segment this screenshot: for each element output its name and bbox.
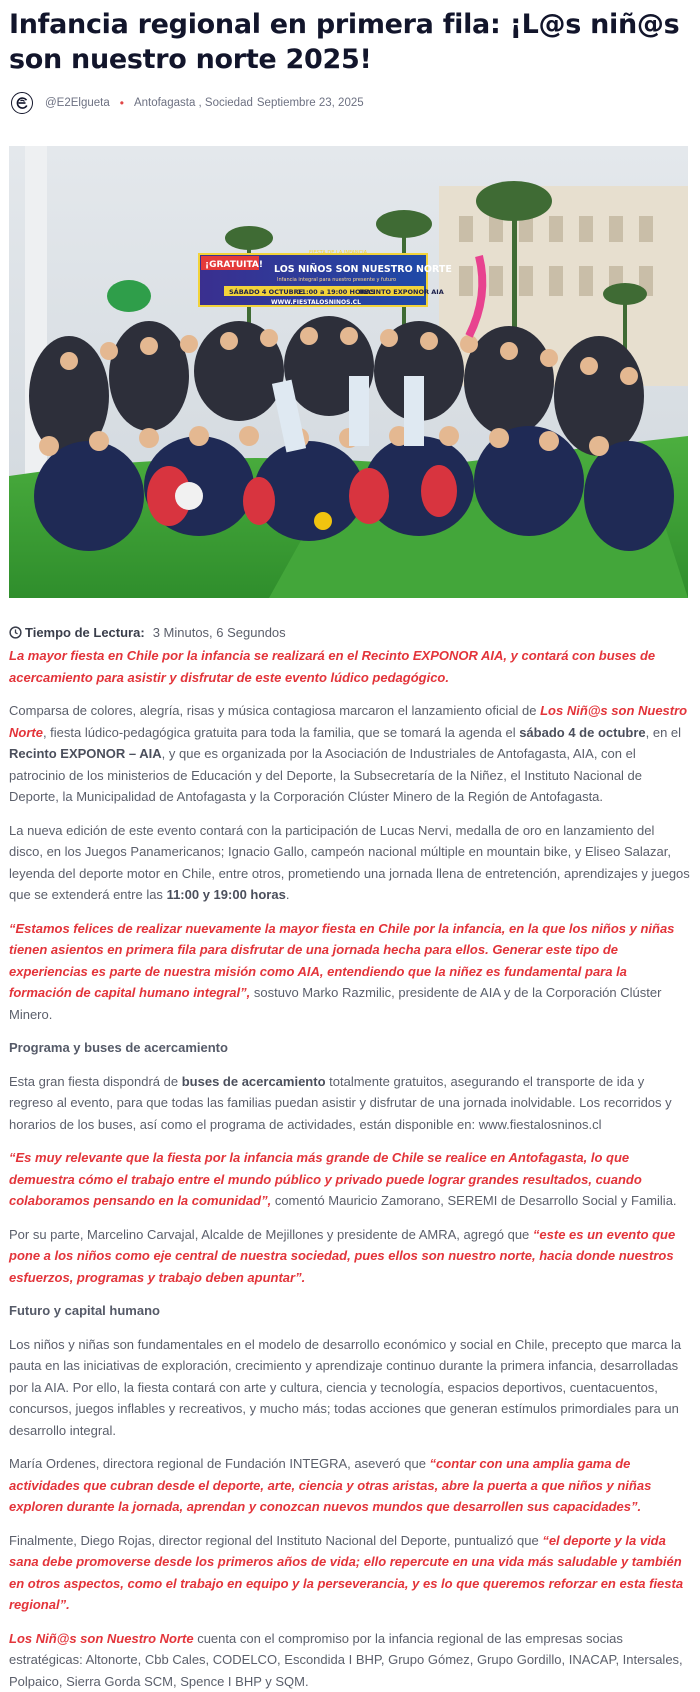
paragraph-8 xyxy=(9,1453,691,1518)
paragraph-4 xyxy=(9,1071,691,1136)
banner-ribbon: FIESTA DE LA INFANCIA xyxy=(309,250,368,256)
paragraph-1 xyxy=(9,700,691,808)
subheading-futuro: Futuro y capital humano xyxy=(9,1300,691,1322)
reading-time-label: Tiempo de Lectura: xyxy=(25,625,145,640)
p4-text-c: totalmente gratuitos, asegurando el transporte de ida y regreso al evento, para que todas las familias puedan asistir y disfrutar de una jornada inolvidable. Los recorridos y horarios de los buses, así como el programa de actividades, están disponible en: www.fiestalosninos.cl xyxy=(9,1074,672,1132)
category-link[interactable]: Antofagasta , Sociedad xyxy=(134,97,253,109)
paragraph-9 xyxy=(9,1530,691,1616)
p2-text-c: . xyxy=(286,887,290,902)
e2e-logo-icon[interactable] xyxy=(11,92,33,114)
p1-event-name: Los Niñ@s son Nuestro Norte xyxy=(9,703,687,740)
article-title: Infancia regional en primera fila: ¡L@s niñ@s son nuestro norte 2025! xyxy=(9,0,691,77)
paragraph-10 xyxy=(9,1628,691,1692)
p8-quote: “contar con una amplia gama de actividades que cubran desde el deporte, arte, ciencia y otras aristas, abre la puerta a que niños y niñas exploren durante la jornada, aprendan y conozcan nuevos mundos que desarrollen sus capacidades”. xyxy=(9,1456,651,1514)
p4-text-a: Esta gran fiesta dispondrá de xyxy=(9,1074,182,1089)
p3-quote: “Estamos felices de realizar nuevamente la mayor fiesta en Chile por la infancia, en la que los niños y niñas tienen asientos en primera fila para disfrutar de una jornada hecha para ellos. Generar este tipo de experiencias es parte de nuestra misión como AIA, entendiendo que la niñez es fundamental para la formación de capital humano integral”, xyxy=(9,921,674,1001)
banner-title: LOS NIÑOS SON NUESTRO NORTE xyxy=(274,264,452,275)
author-link[interactable]: @E2Elgueta xyxy=(45,97,110,109)
banner-tag: ¡GRATUITA! xyxy=(205,260,263,270)
hero-photo xyxy=(9,146,688,598)
p5-attribution: comentó Mauricio Zamorano, SEREMI de Desarrollo Social y Familia. xyxy=(271,1193,676,1208)
p1-text-e: , en el xyxy=(646,725,681,740)
p9-text-a: Finalmente, Diego Rojas, director regional del Instituto Nacional del Deporte, puntualizó que xyxy=(9,1533,542,1548)
subheading-programa: Programa y buses de acercamiento xyxy=(9,1037,691,1059)
p10-text-b: cuenta con el compromiso por la infancia regional de las empresas socias estratégicas: Altonorte, Cbb Cales, CODELCO, Escondida I BHP, Grupo Gómez, Grupo Gordillo, INACAP, Intersales, Polpaico, Sierra Gorda SCM, Spence I BHP y SQM. xyxy=(9,1631,683,1689)
banner-time: 11:00 a 19:00 HORAS xyxy=(297,288,376,296)
banner-date: SÁBADO 4 OCTUBRE xyxy=(229,287,303,296)
publish-date: Septiembre 23, 2025 xyxy=(257,97,364,109)
article-lead: La mayor fiesta en Chile por la infancia se realizará en el Recinto EXPONOR AIA, y contará con buses de acercamiento para asistir y disfrutar de este evento lúdico pedagógico. xyxy=(9,645,691,688)
paragraph-5 xyxy=(9,1147,691,1212)
paragraph-6 xyxy=(9,1224,691,1289)
article-meta xyxy=(9,88,691,118)
p5-quote: “Es muy relevante que la fiesta por la infancia más grande de Chile se realice en Antofagasta, lo que demuestra cómo el trabajo entre el mundo público y privado puede lograr grandes resultados, cuando colaboramos pensando en la comunidad”, xyxy=(9,1150,642,1208)
paragraph-2 xyxy=(9,820,691,906)
p3-attribution: sostuvo Marko Razmilic, presidente de AIA y de la Corporación Clúster Minero. xyxy=(9,985,661,1022)
reading-time-value: 3 Minutos, 6 Segundos xyxy=(153,625,286,640)
p6-text-a: Por su parte, Marcelino Carvajal, Alcalde de Mejillones y presidente de AMRA, agregó que xyxy=(9,1227,533,1242)
clock-icon xyxy=(9,626,22,639)
banner-url: WWW.FIESTALOSNINOS.CL xyxy=(271,299,361,306)
reading-time xyxy=(9,623,691,641)
p1-text-g: , y que es organizada por la Asociación de Industriales de Antofagasta, AIA, con el patrocinio de los ministerios de Educación y del Deporte, la Subsecretaría de la Niñez, el Instituto Nacional de Deporte, la Municipalidad de Antofagasta y la Corporación Clúster Minero de la Región de Antofagasta. xyxy=(9,746,642,804)
p1-text-a: Comparsa de colores, alegría, risas y música contagiosa marcaron el lanzamiento oficial de xyxy=(9,703,540,718)
meta-separator: • xyxy=(120,96,124,110)
hero-illustration xyxy=(9,146,688,598)
p9-quote: “el deporte y la vida sana debe promoverse desde los primeros años de vida; ello repercute en una vida más saludable y también en otros aspectos, como el trabajo en equipo y la perseverancia, y es lo que queremos reforzar en esta fiesta regional”. xyxy=(9,1533,683,1613)
p1-text-c: , fiesta lúdico-pedagógica gratuita para toda la familia, que se tomará la agenda el xyxy=(43,725,519,740)
p1-date: sábado 4 de octubre xyxy=(519,725,645,740)
p10-event-name: Los Niñ@s son Nuestro Norte xyxy=(9,1631,194,1646)
banner-venue: RECINTO EXPONOR AIA xyxy=(359,288,444,296)
p8-text-a: María Ordenes, directora regional de Fundación INTEGRA, aseveró que xyxy=(9,1456,430,1471)
banner-subtitle: Infancia integral para nuestro presente y futuro xyxy=(277,277,396,283)
p6-quote: “este es un evento que pone a los niños como eje central de nuestra sociedad, pues ellos son nuestro norte, hacia donde nuestros esfuerzos, programas y trabajo deben apuntar”. xyxy=(9,1227,675,1285)
p2-hours: 11:00 y 19:00 horas xyxy=(167,887,286,902)
paragraph-3 xyxy=(9,918,691,1026)
p2-text-a: La nueva edición de este evento contará con la participación de Lucas Nervi, medalla de oro en lanzamiento del disco, en los Juegos Panamericanos; Ignacio Gallo, campeón nacional múltiple en mountain bike, y Eliseo Salazar, leyenda del deporte motor en Chile, entre otros, prometiendo una jornada llena de entretención, aprendizajes y juegos que se extenderá entre las xyxy=(9,823,690,903)
p1-venue: Recinto EXPONOR – AIA xyxy=(9,746,162,761)
paragraph-7: Los niños y niñas son fundamentales en el modelo de desarrollo económico y social en Chile, precepto que marca la pauta en las iniciativas de exploración, crecimiento y aprendizaje continuo durante la primera infancia, desarrolladas por la AIA. Por ello, la fiesta contará con arte y cultura, ciencia y tecnología, espacios deportivos, cuentacuentos, concursos, juegos inflables y recreativos, y mucho más; todas acciones que generan estímulos primordiales para un desarrollo integral. xyxy=(9,1334,691,1442)
p4-buses: buses de acercamiento xyxy=(182,1074,326,1089)
